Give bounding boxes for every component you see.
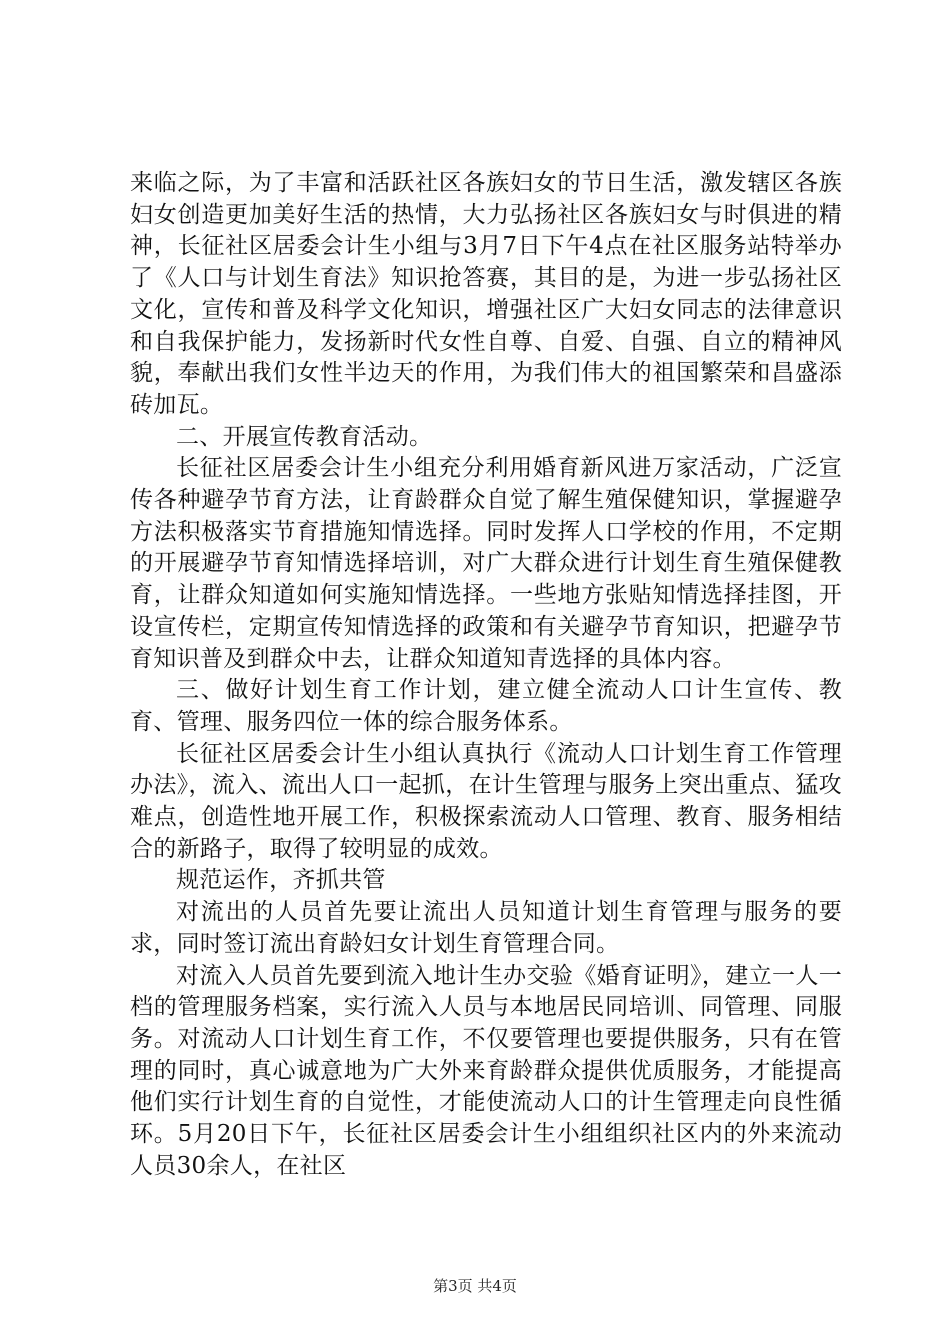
paragraph-7: 对流出的人员首先要让流出人员知道计划生育管理与服务的要求，同时签订流出育龄妇女计划生育管理合同。: [130, 899, 842, 957]
section-heading-3: 三、做好计划生育工作计划，建立健全流动人口计生宣传、教育、管理、服务四位一体的综合服务体系。: [130, 677, 842, 735]
paragraph-8: 对流入人员首先要到流入地计生办交验《婚育证明》，建立一人一档的管理服务档案，实行流入人员与本地居民同培训、同管理、同服务。对流动人口计划生育工作，不仅要管理也要提供服务，只有在管理的同时，真心诚意地为广大外来育龄群众提供优质服务，才能提高他们实行计划生育的自觉性，才能使流动人口的计生管理走向良性循环。5月20日下午，长征社区居委会计生小组组织社区内的外来流动人员30余人，在社区: [130, 962, 842, 1179]
subheading-6: 规范运作，齐抓共管: [176, 867, 386, 894]
document-body: [130, 168, 842, 1183]
page-footer: 第3页 共4页: [433, 1277, 517, 1295]
paragraph-3: 长征社区居委会计生小组充分利用婚育新风进万家活动，广泛宣传各种避孕节育方法，让育龄群众自觉了解生殖保健知识，掌握避孕方法积极落实节育措施知情选择。同时发挥人口学校的作用，不定期的开展避孕节育知情选择培训，对广大群众进行计划生育生殖保健教育，让群众知道如何实施知情选择。一些地方张贴知情选择挂图，开设宣传栏，定期宣传知情选择的政策和有关避孕节育知识，把避孕节育知识普及到群众中去，让群众知道知青选择的具体内容。: [130, 455, 842, 672]
paragraph-1: 来临之际，为了丰富和活跃社区各族妇女的节日生活，激发辖区各族妇女创造更加美好生活的热情，大力弘扬社区各族妇女与时俱进的精神，长征社区居委会计生小组与3月7日下午4点在社区服务站特举办了《人口与计划生育法》知识抢答赛，其目的是，为进一步弘扬社区文化，宣传和普及科学文化知识，增强社区广大妇女同志的法律意识和自我保护能力，发扬新时代女性自尊、自爱、自强、自立的精神风貌，奉献出我们女性半边天的作用，为我们伟大的祖国繁荣和昌盛添砖加瓦。: [130, 170, 842, 418]
section-heading-2: 二、开展宣传教育活动。: [176, 423, 433, 450]
paragraph-5: 长征社区居委会计生小组认真执行《流动人口计划生育工作管理办法》，流入、流出人口一起抓，在计生管理与服务上突出重点、猛攻难点，创造性地开展工作，积极探索流动人口管理、教育、服务相结合的新路子，取得了较明显的成效。: [130, 740, 842, 862]
